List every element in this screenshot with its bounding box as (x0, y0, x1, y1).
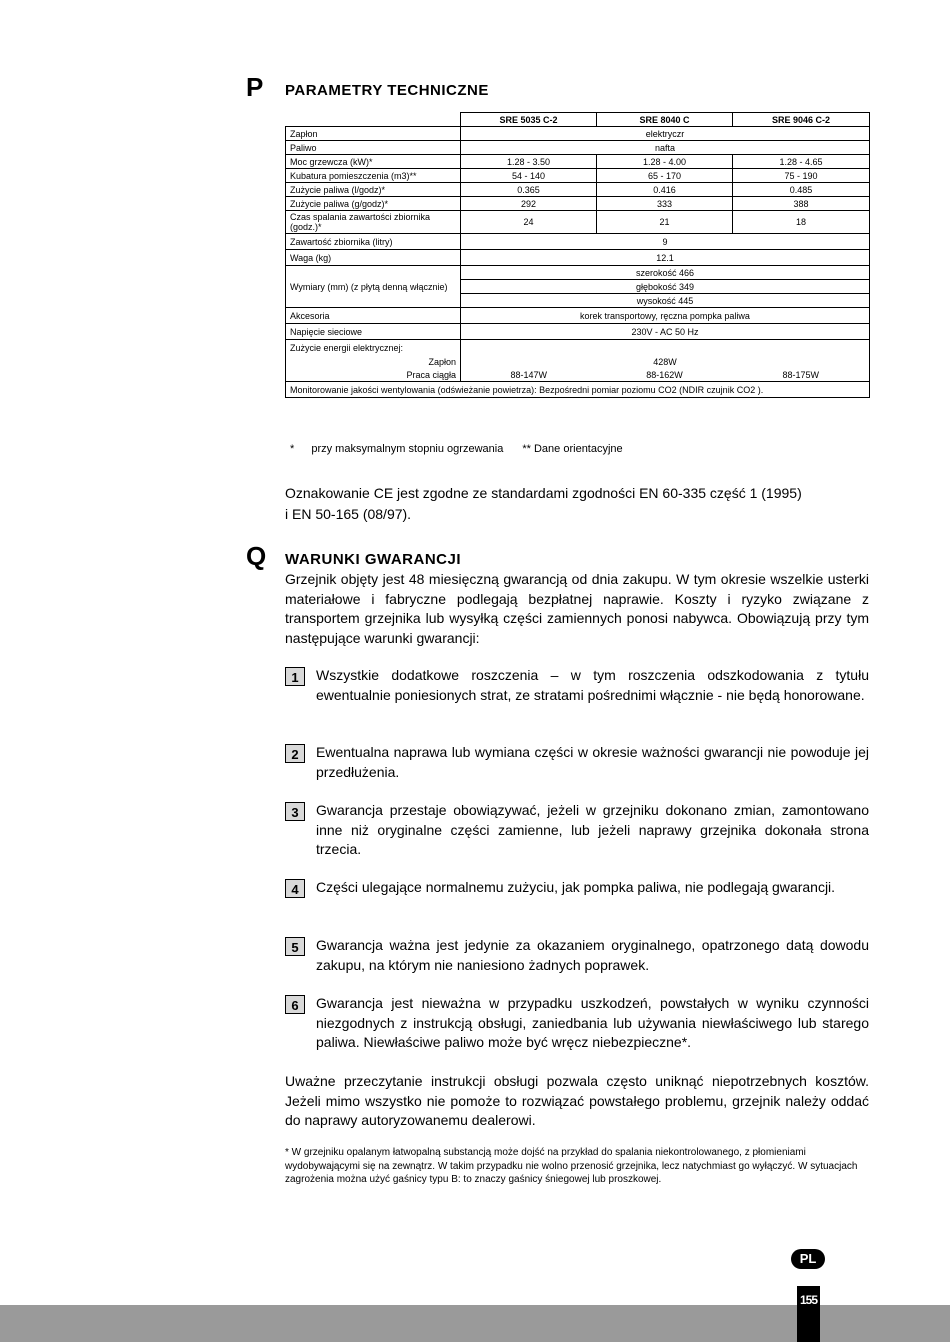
table-row (286, 368, 870, 382)
table-row (286, 197, 870, 211)
cell: 9 (461, 234, 870, 250)
table-row (286, 211, 870, 234)
cell: 12.1 (461, 250, 870, 266)
table-row (286, 340, 870, 356)
item-text: Gwarancja jest nieważna w przypadku uszkodzeń, powstałych w wyniku czynności niezgodnych z instrukcją obsługi, zaniedbania lub używania niewłaściwego lub starego paliwa. Niewłaściwe paliwo może być wręcz niebezpieczne*. (316, 995, 869, 1050)
closing-paragraph: Uważne przeczytanie instrukcji obsługi pozwala często uniknąć niepotrzebnych kosztów. Jeżeli mimo wszystko nie pomoże to rozwiązać powstałego problemu, grzejnik należy oddać do naprawy autoryzowanemu dealerowi. (285, 1073, 869, 1128)
cell: korek transportowy, ręczna pompka paliwa (461, 308, 870, 324)
table-row (286, 324, 870, 340)
cell: 0.485 (733, 183, 870, 197)
row-label: Akcesoria (286, 308, 461, 324)
table-row (286, 382, 870, 398)
row-label: Kubatura pomieszczenia (m3)** (286, 169, 461, 183)
table-row (286, 234, 870, 250)
table-footnotes (290, 443, 639, 455)
table-row (286, 266, 870, 280)
section-title-warranty: WARUNKI GWARANCJI (285, 551, 461, 568)
cell: 388 (733, 197, 870, 211)
item-number-box: 6 (285, 995, 305, 1014)
language-badge: PL (791, 1249, 825, 1269)
row-label: Paliwo (286, 141, 461, 155)
cell: 88-162W (597, 368, 733, 382)
item-number-box: 4 (285, 879, 305, 898)
cell: 88-175W (733, 368, 870, 382)
technical-parameters-table (285, 112, 870, 398)
footnote-approximate: ** Dane orientacyjne (522, 443, 623, 455)
row-label: Wymiary (mm) (z płytą denną włącznie) (286, 266, 461, 308)
table-row (286, 183, 870, 197)
cell: 428W (461, 355, 870, 368)
table-row (286, 141, 870, 155)
section-letter-p: P (246, 72, 264, 102)
monitoring-note: Monitorowanie jakości wentylowania (odświeżanie powietrza): Bezpośredni pomiar poziomu CO2 (NDIR czujnik CO2 ). (286, 382, 870, 398)
cell: 230V - AC 50 Hz (461, 324, 870, 340)
section-letter-q: Q (246, 541, 267, 571)
item-text: Gwarancja przestaje obowiązywać, jeżeli w grzejniku dokonano zmian, zamontowano inne niż oryginalne części zamienne, lub jeżeli naprawy grzejnika dokonała strona trzecia. (316, 802, 869, 857)
cell: 0.365 (461, 183, 597, 197)
cell: 1.28 - 3.50 (461, 155, 597, 169)
cell: 75 - 190 (733, 169, 870, 183)
row-label: Zużycie paliwa (l/godz)* (286, 183, 461, 197)
page-number: 155 (797, 1286, 820, 1342)
cell: 0.416 (597, 183, 733, 197)
cell: głębokość 349 (461, 280, 870, 294)
cell: wysokość 445 (461, 294, 870, 308)
cell: 54 - 140 (461, 169, 597, 183)
table-row (286, 169, 870, 183)
ce-line: i EN 50-165 (08/97). (285, 506, 412, 522)
section-title-technical-parameters: PARAMETRY TECHNICZNE (285, 82, 489, 99)
footnote-max-heating: przy maksymalnym stopniu ogrzewania (311, 443, 504, 455)
cell: 1.28 - 4.00 (597, 155, 733, 169)
row-label: Waga (kg) (286, 250, 461, 266)
table-row (286, 155, 870, 169)
cell: 24 (461, 211, 597, 234)
item-text: Gwarancja ważna jest jedynie za okazaniem oryginalnego, opatrzonego datą dowodu zakupu, na którym nie naniesiono żadnych poprawek. (316, 937, 869, 973)
item-number-box: 3 (285, 802, 305, 821)
model-header: SRE 8040 C (597, 113, 733, 127)
table-row (286, 127, 870, 141)
row-label: Zużycie paliwa (g/godz)* (286, 197, 461, 211)
warranty-intro: Grzejnik objęty jest 48 miesięczną gwarancją od dnia zakupu. W tym okresie wszelkie usterki materiałowe i fabryczne podlegają bezpłatnej naprawie. Koszty i ryzyko związane z transportem grzejnika lub wysyłką części zamiennych ponosi nabywca. Obowiązują przy tym następujące warunki gwarancji: (285, 571, 869, 646)
table-row (286, 355, 870, 368)
model-header: SRE 9046 C-2 (733, 113, 870, 127)
fire-safety-note: * W grzejniku opalanym łatwopalną substancją może dojść na przykład do spalania niekontrolowanego, z płomieniami wydobywającymi się na zewnątrz. W takim przypadku nie wolno przenosić grzejnika, lecz natychmiast go wyłączyć. W sytuacjach zagrożenia można użyć gaśnicy typu B: to znaczy gaśnicy śniegowej lub proszkowej. (285, 1147, 858, 1185)
cell: 65 - 170 (597, 169, 733, 183)
cell: 1.28 - 4.65 (733, 155, 870, 169)
row-label: Zapłon (286, 127, 461, 141)
cell: 333 (597, 197, 733, 211)
table-row (286, 250, 870, 266)
item-text: Części ulegające normalnemu zużyciu, jak pompka paliwa, nie podlegają gwarancji. (316, 879, 836, 895)
model-header: SRE 5035 C-2 (461, 113, 597, 127)
ce-statement (285, 483, 869, 525)
cell: 292 (461, 197, 597, 211)
item-number-box: 1 (285, 667, 305, 686)
row-label: Moc grzewcza (kW)* (286, 155, 461, 169)
cell: elektryczr (461, 127, 870, 141)
cell: nafta (461, 141, 870, 155)
item-number-box: 5 (285, 937, 305, 956)
item-text: Wszystkie dodatkowe roszczenia – w tym roszczenia odszkodowania z tytułu ewentualnie poniesionych strat, ze stratami pośrednimi włącznie - nie będą honorowane. (316, 667, 869, 703)
row-label: Napięcie sieciowe (286, 324, 461, 340)
table-row (286, 308, 870, 324)
footnote-star: * (290, 443, 295, 455)
table-header-row (286, 113, 870, 127)
item-text: Ewentualna naprawa lub wymiana części w okresie ważności gwarancji nie powoduje jej przedłużenia. (316, 744, 869, 780)
item-number-box: 2 (285, 744, 305, 763)
cell: szerokość 466 (461, 266, 870, 280)
row-label: Zawartość zbiornika (litry) (286, 234, 461, 250)
row-label: Zapłon (286, 355, 461, 368)
cell: 88-147W (461, 368, 597, 382)
row-label: Praca ciągła (286, 368, 461, 382)
ce-line: Oznakowanie CE jest zgodne ze standardami zgodności EN 60-335 część 1 (1995) (285, 485, 802, 501)
row-label: Zużycie energii elektrycznej: (286, 340, 461, 356)
cell: 18 (733, 211, 870, 234)
cell: 21 (597, 211, 733, 234)
row-label: Czas spalania zawartości zbiornika (godz.)* (286, 211, 461, 234)
